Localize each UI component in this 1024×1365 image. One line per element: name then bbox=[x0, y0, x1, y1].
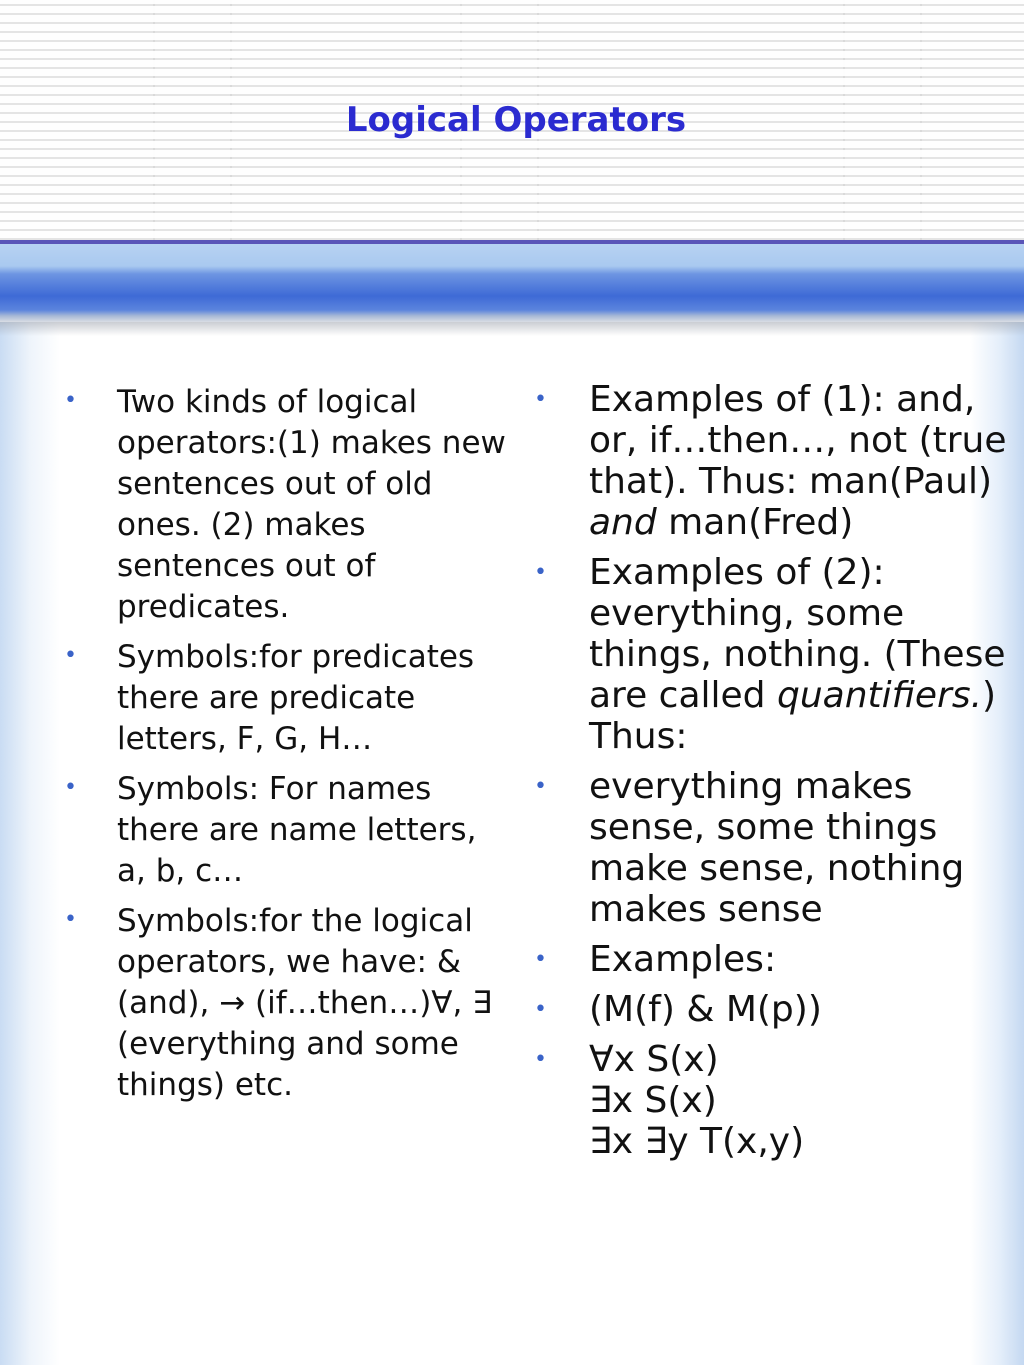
left-bullet-text: Symbols:for the logical operators, we have: & (and), → (if…then…)∀, ∃ (everything and some things) etc. bbox=[117, 903, 492, 1103]
right-bullet-item bbox=[534, 989, 1009, 1030]
right-bullet-item bbox=[534, 766, 1009, 930]
right-bullet-item bbox=[534, 1039, 1009, 1080]
formula-continuation bbox=[589, 1080, 1009, 1121]
bullet-icon: • bbox=[64, 775, 77, 800]
band-shadow bbox=[0, 322, 1024, 336]
right-bullet-text: man(Fred) bbox=[656, 502, 854, 543]
italic-emphasis: and bbox=[589, 502, 657, 543]
bullet-icon: • bbox=[534, 774, 547, 799]
bullet-icon: • bbox=[534, 560, 547, 585]
left-bullet-text: Symbols: For names there are name letters, a, b, c… bbox=[117, 771, 477, 889]
left-bullet-item bbox=[64, 901, 507, 1106]
formula-line: ∃x S(x) bbox=[589, 1080, 717, 1121]
left-bullet-list bbox=[64, 382, 507, 1115]
right-bullet-text: everything makes sense, some things make sense, nothing makes sense bbox=[589, 766, 965, 930]
formula-continuation bbox=[589, 1121, 1009, 1162]
right-bullet-text: Examples of (2): everything, some things, nothing. (These are called bbox=[589, 552, 1006, 716]
right-bullet-item bbox=[534, 552, 1009, 757]
bullet-icon: • bbox=[534, 1047, 547, 1072]
right-bullet-item bbox=[534, 379, 1009, 543]
right-bullet-text: ) Thus: bbox=[589, 675, 997, 757]
slide-title: Logical Operators bbox=[345, 100, 687, 140]
bullet-icon: • bbox=[64, 643, 77, 668]
left-bullet-item bbox=[64, 637, 507, 760]
formula-line: ∃x ∃y T(x,y) bbox=[589, 1121, 805, 1162]
right-bullet-list bbox=[534, 379, 1009, 1171]
decorative-blue-band bbox=[0, 244, 1024, 322]
left-bullet-item bbox=[64, 382, 507, 628]
right-bullet-text: (M(f) & M(p)) bbox=[589, 989, 822, 1030]
left-bullet-text: Symbols:for predicates there are predicate letters, F, G, H… bbox=[117, 639, 475, 757]
right-bullet-item bbox=[534, 939, 1009, 980]
formula-line: ∀x S(x) bbox=[589, 1039, 719, 1080]
left-bullet-item bbox=[64, 769, 507, 892]
italic-emphasis: quantifiers. bbox=[776, 675, 983, 716]
right-bullet-text: Examples of (1): and, or, if…then…, not (true that). Thus: man(Paul) bbox=[589, 379, 1007, 502]
bullet-icon: • bbox=[534, 947, 547, 972]
bullet-icon: • bbox=[534, 387, 547, 412]
left-bullet-text: Two kinds of logical operators:(1) makes new sentences out of old ones. (2) makes sentences out of predicates. bbox=[117, 384, 506, 625]
bullet-icon: • bbox=[534, 997, 547, 1022]
bullet-icon: • bbox=[64, 388, 77, 413]
bullet-icon: • bbox=[64, 907, 77, 932]
right-bullet-text: Examples: bbox=[589, 939, 777, 980]
